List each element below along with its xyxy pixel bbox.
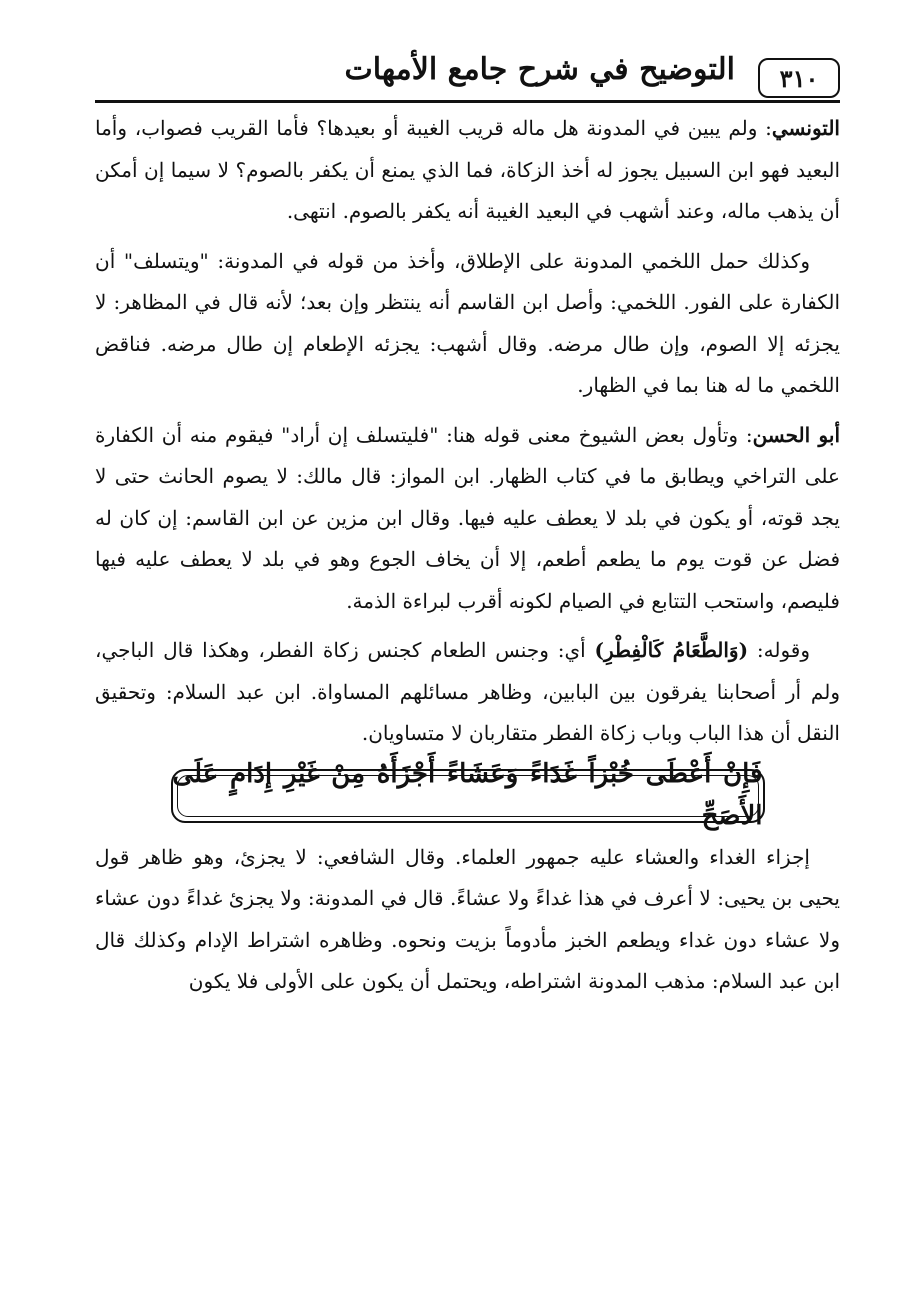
speaker-label: التونسي (771, 116, 840, 140)
matn-box (171, 759, 765, 831)
header-divider (95, 100, 840, 103)
page-number: ٣١٠ (758, 58, 840, 98)
matn-quote: (وَالطَّعَامُ كَالْفِطْرِ) (594, 638, 749, 662)
paragraph-text: إجزاء الغداء والعشاء عليه جمهور العلماء. وقال الشافعي: لا يجزئ، وهو ظاهر قول يحيى بن يحيى: لا أعرف في هذا غداءً ولا عشاءً. قال في المدونة: ولا يجزئ غداءً دون عشاء ولا عشاء دون غداء ويطعم الخبز مأدوماً بزيت ونحوه. وظاهره اشتراط الإدام وكذلك قال ابن عبد السلام: مذهب المدونة اشتراطه، ويحتمل أن يكون على الأولى فلا يكون (95, 844, 840, 993)
page-body (95, 108, 840, 1011)
paragraph-text: : ولم يبين في المدونة هل ماله قريب الغيبة أو بعيدها؟ فأما القريب فصواب، وأما البعيد فهو ابن السبيل يجوز له أخذ الزكاة، فما الذي يمنع أن يكفر بالصوم؟ لا سيما إن أمكن أن يذهب ماله، وعند أشهب في البعيد الغيبة أنه يكفر بالصوم. انتهى. (95, 116, 840, 223)
paragraph-text: : وتأول بعض الشيوخ معنى قوله هنا: "فليتسلف إن أراد" فيقوم منه أن الكفارة على التراخي ويطابق ما في كتاب الظهار. ابن المواز: قال مالك: لا يصوم الحانث حتى لا يجد قوته، أو يكون في بلد لا يعطف عليه فيها. وقال ابن مزين عن ابن القاسم: إن كان له فضل عن قوت يوم ما يطعم أطعم، إلا أن يخاف الجوع وهو في بلد لا يعطف عليه فيها فليصم، واستحب التتابع في الصيام لكونه أقرب لبراءة الذمة. (95, 422, 840, 613)
paragraph-text: وكذلك حمل اللخمي المدونة على الإطلاق، وأخذ من قوله في المدونة: "ويتسلف" أن الكفارة على الفور. اللخمي: وأصل ابن القاسم أنه ينتظر وإن بعد؛ لأنه قال في المظاهر: لا يجزئه إلا الصوم، وإن طال مرضه. وقال أشهب: يجزئه الإطعام إن طال مرضه. فناقض اللخمي ما له هنا بما في الظهار. (95, 248, 840, 397)
page-header (95, 48, 840, 98)
paragraph-taam (95, 630, 840, 755)
paragraph-lead: وقوله: (748, 638, 810, 662)
paragraph-tunisi (95, 108, 840, 233)
speaker-label: أبو الحسن (752, 422, 840, 447)
matn-text: فَإِنْ أَعْطَى خُبْزاً غَدَاءً وَعَشَاءً أَجْزَأَهُ مِنْ غَيْرِ إِدَامٍ عَلَى الأَصَحِّ (172, 759, 763, 831)
book-title: التوضيح في شرح جامع الأمهات (344, 52, 735, 87)
paragraph-ijza (95, 837, 840, 1003)
paragraph-lakhmi (95, 241, 840, 407)
paragraph-abu-hasan (95, 415, 840, 623)
paragraph-text: أي: وجنس الطعام كجنس زكاة الفطر، وهكذا قال الباجي، ولم أر أصحابنا يفرقون بين البابين، وظاهر مسائلهم المساواة. ابن عبد السلام: وتحقيق النقل أن هذا الباب وباب زكاة الفطر متقاربان لا متساويان. (95, 638, 840, 745)
